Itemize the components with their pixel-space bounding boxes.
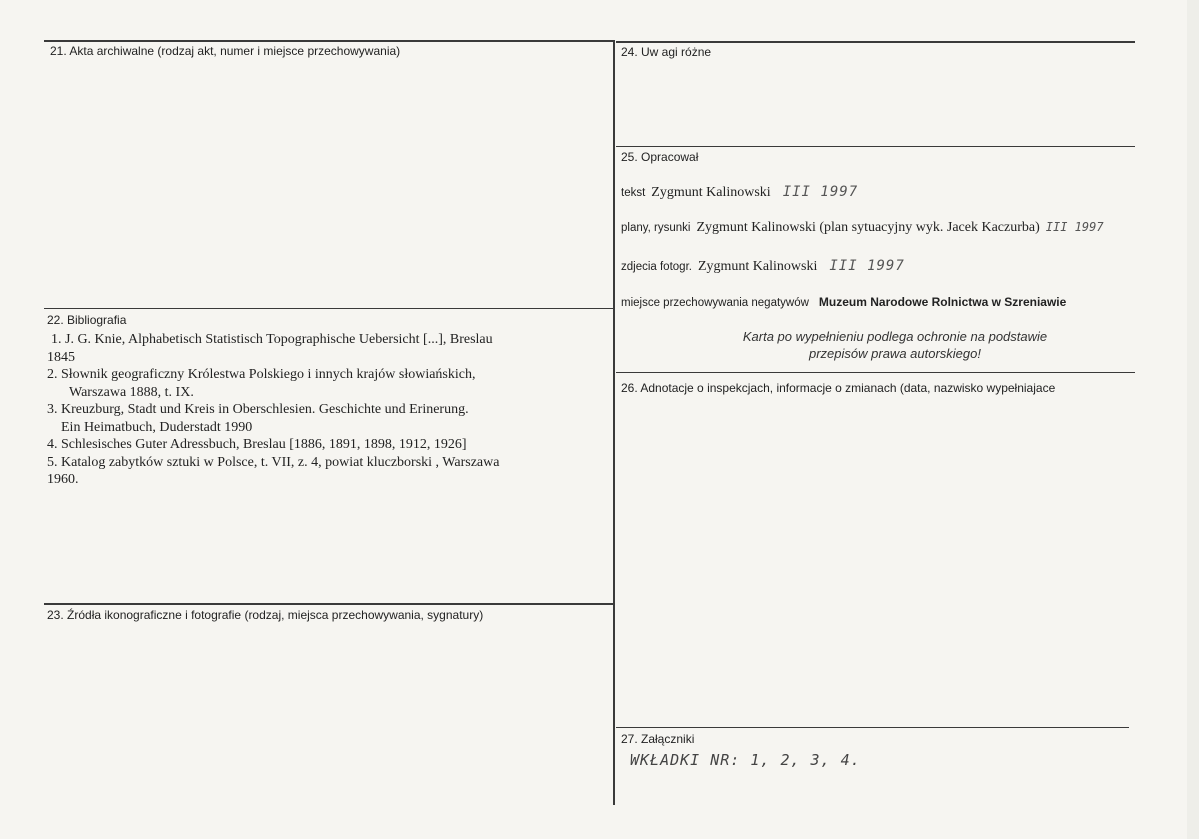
- bibliography-item-line: 5. Katalog zabytków sztuki w Polsce, t. VII, z. 4, powiat kluczborski , Warszawa: [47, 454, 500, 470]
- bibliography-item-line: Ein Heimatbuch, Duderstadt 1990: [61, 419, 253, 435]
- copyright-notice-line: Karta po wypełnieniu podlega ochronie na podstawie: [742, 329, 1048, 344]
- tekst-date-handwritten: III 1997: [782, 184, 859, 200]
- section-26-heading: 26. Adnotacje o inspekcjach, informacje o zmianach (data, nazwisko wypełniajace: [621, 381, 1056, 395]
- negatywy-location: Muzeum Narodowe Rolnictwa w Szreniawie: [818, 295, 1067, 309]
- tekst-row: [621, 184, 858, 201]
- plany-author: Zygmunt Kalinowski (plan sytuacyjny wyk. Jacek Kaczurba): [696, 220, 1040, 235]
- bibliography-item-line: Warszawa 1888, t. IX.: [69, 384, 194, 400]
- section-25-heading: 25. Opracował: [621, 150, 699, 164]
- bibliography-item-line: 1960.: [47, 472, 79, 487]
- bibliography-item-line: 3. Kreuzburg, Stadt und Kreis in Oberschlesien. Geschichte und Erinerung.: [47, 402, 469, 417]
- attachments-handwritten: WKŁADKI NR: 1, 2, 3, 4.: [630, 751, 861, 769]
- bibliography-item: [47, 401, 607, 436]
- negatywy-label: miejsce przechowywania negatywów: [621, 297, 809, 309]
- section-23-heading: 23. Źródła ikonograficzne i fotografie (rodzaj, miejsca przechowywania, sygnatury): [47, 608, 484, 622]
- left-column-top-rule: [44, 40, 614, 42]
- divider-25: [616, 146, 1135, 147]
- plany-row: [621, 220, 1104, 236]
- zdjecia-row: [621, 258, 905, 275]
- bibliography-list: [47, 331, 607, 489]
- bibliography-item: [47, 331, 607, 366]
- bibliography-item: [47, 454, 607, 489]
- zdjecia-label: zdjecia fotogr.: [621, 261, 692, 273]
- copyright-notice: [660, 328, 1130, 362]
- section-21-heading: 21. Akta archiwalne (rodzaj akt, numer i miejsce przechowywania): [50, 44, 401, 58]
- divider-26: [616, 372, 1135, 373]
- bibliography-item: [47, 436, 607, 454]
- divider-23: [44, 603, 614, 605]
- bibliography-item-line: 1. J. G. Knie, Alphabetisch Statistisch Topographische Uebersicht [...], Breslau: [51, 332, 493, 347]
- column-divider: [613, 40, 615, 805]
- negatywy-row: [621, 295, 1066, 309]
- bibliography-item-line: 1845: [47, 349, 75, 365]
- bibliography-item-line: 4. Schlesisches Guter Adressbuch, Breslau [1886, 1891, 1898, 1912, 1926]: [47, 437, 467, 452]
- right-column-top-rule: [616, 41, 1135, 43]
- bibliography-item: [47, 366, 607, 401]
- bibliography-item-line: 2. Słownik geograficzny Królestwa Polskiego i innych krajów słowiańskich,: [47, 367, 476, 382]
- section-24-heading: 24. Uw agi różne: [621, 45, 712, 59]
- section-22-heading: 22. Bibliografia: [47, 313, 127, 327]
- plany-label: plany, rysunki: [621, 222, 691, 234]
- divider-27: [616, 727, 1129, 728]
- divider-22: [44, 308, 614, 309]
- page-edge: [1187, 0, 1199, 839]
- tekst-label: tekst: [621, 187, 646, 199]
- zdjecia-date-handwritten: III 1997: [829, 258, 905, 274]
- section-27-heading: 27. Załączniki: [621, 732, 695, 746]
- copyright-notice-line: przepisów prawa autorskiego!: [809, 346, 981, 361]
- plany-date-handwritten: III 1997: [1045, 220, 1104, 234]
- tekst-author: Zygmunt Kalinowski: [651, 185, 771, 200]
- zdjecia-author: Zygmunt Kalinowski: [697, 259, 818, 274]
